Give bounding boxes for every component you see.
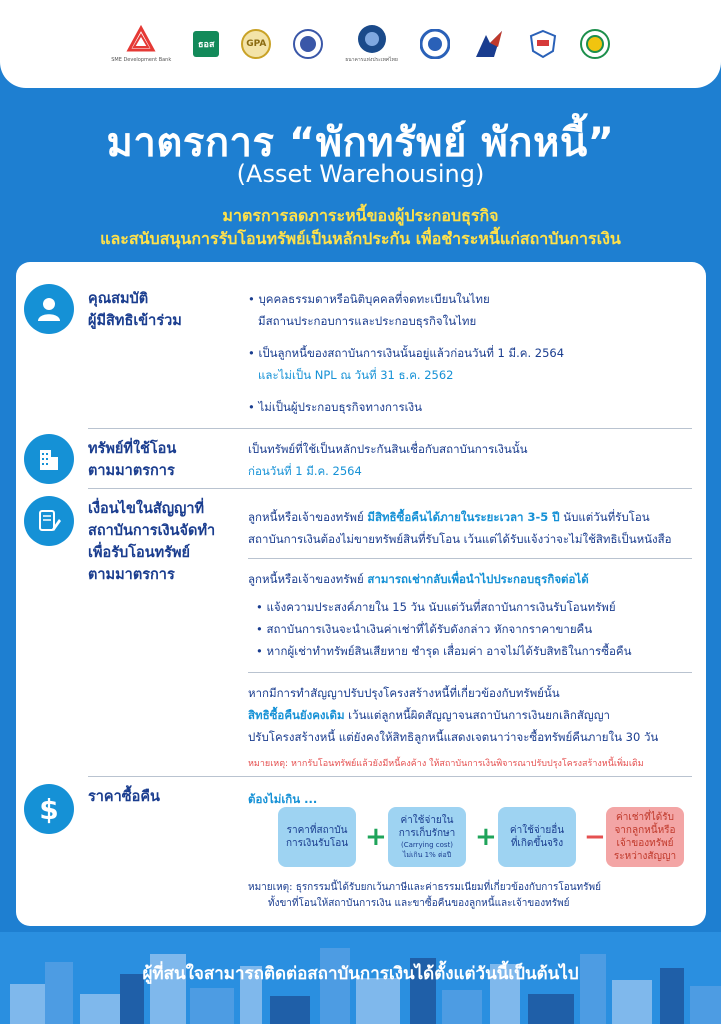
divider <box>88 428 692 429</box>
gsb-seal-icon <box>420 29 450 59</box>
box-transfer-price: ราคาที่สถาบัน การเงินรับโอน <box>278 807 356 867</box>
contract-icon <box>24 496 74 546</box>
logo-tba <box>472 27 506 61</box>
logo-baac <box>528 29 558 59</box>
logo-krungthai <box>293 29 323 59</box>
seal-icon <box>293 29 323 59</box>
divider <box>88 488 692 489</box>
conditions-p2-bullet-2: • สถาบันการเงินจะนำเงินค่าเช่าที่ได้รับดังกล่าว หักจากราคาขายคืน <box>256 618 592 640</box>
divider <box>88 776 692 777</box>
conditions-p3-line3: ปรับโครงสร้างหนี้ แต่ยังคงให้สิทธิลูกหนี้แสดงเจตนาว่าจะซื้อทรัพย์คืนภายใน 30 วัน <box>248 730 659 744</box>
logo-gpa: GPA <box>241 29 271 59</box>
plus-icon: + <box>365 822 387 852</box>
box-other-cost: ค่าใช้จ่ายอื่น ที่เกิดขึ้นจริง <box>498 807 576 867</box>
bot-seal-icon <box>357 24 387 54</box>
qualify-bullet-3: • ไม่เป็นผู้ประกอบธุรกิจทางการเงิน <box>248 396 422 418</box>
asset-text-2: ก่อนวันที่ 1 มี.ค. 2564 <box>248 464 362 478</box>
asset-text-1: เป็นทรัพย์ที่ใช้เป็นหลักประกันสินเชื่อกับสถาบันการเงินนั้น <box>248 442 528 456</box>
box-rent-received: ค่าเช่าที่ได้รับ จากลูกหนี้หรือ เจ้าของทรัพย์ ระหว่างสัญญา <box>606 807 684 867</box>
minus-icon: − <box>584 822 606 852</box>
logo-exim <box>580 29 610 59</box>
exim-seal-icon <box>580 29 610 59</box>
logo-bar <box>0 0 721 88</box>
qualify-bullet-1: • บุคคลธรรมดาหรือนิติบุคคลที่จดทะเบียนในไทย <box>248 288 490 310</box>
asset-title: ทรัพย์ที่ใช้โอน ตามมาตรการ <box>88 441 177 479</box>
conditions-p2-bullet-1: • แจ้งความประสงค์ภายใน 15 วัน นับแต่วันที่สถาบันการเงินรับโอนทรัพย์ <box>256 596 616 618</box>
qualify-bullet-2: • เป็นลูกหนี้ของสถาบันการเงินนั้นอยู่แล้วก่อนวันที่ 1 มี.ค. 2564 <box>248 342 564 364</box>
info-card <box>16 262 706 926</box>
conditions-title: เงื่อนไขในสัญญาที่ สถาบันการเงินจัดทำ เพื่อรับโอนทรัพย์ ตามมาตรการ <box>88 501 216 583</box>
footer <box>0 932 721 1024</box>
conditions-p2-bullet-3: • หากผู้เช่าทำทรัพย์สินเสียหาย ชำรุด เสื่อมค่า อาจไม่ได้รับสิทธิในการซื้อคืน <box>256 640 631 662</box>
page-title: มาตรการ “พักทรัพย์ พักหนี้” <box>106 120 615 166</box>
logo-ghb: ธอส <box>193 31 219 57</box>
person-icon <box>24 284 74 334</box>
qualify-bullet-1-cont: มีสถานประกอบการและประกอบธุรกิจในไทย <box>258 314 477 328</box>
page-subtitle: (Asset Warehousing) <box>236 160 485 188</box>
smebank-logo-icon <box>126 25 156 55</box>
conditions-p1-line1: ลูกหนี้หรือเจ้าของทรัพย์ มีสิทธิซื้อคืนได้ภายในระยะเวลา 3-5 ปี นับแต่วันที่รับโอน <box>248 510 650 524</box>
divider <box>248 672 692 673</box>
box-carrying-cost: ค่าใช้จ่ายใน การเก็บรักษา (Carrying cost) ไม่เกิน 1% ต่อปี <box>388 807 466 867</box>
price-limit: ต้องไม่เกิน ... <box>248 792 318 806</box>
footer-text: ผู้ที่สนใจสามารถติดต่อสถาบันการเงินได้ตั้งแต่วันนี้เป็นต้นไป <box>142 964 579 984</box>
building-icon <box>24 434 74 484</box>
price-note-2: ทั้งขาที่โอนให้สถาบันการเงิน และขาซื้อคืนของลูกหนี้และเจ้าของทรัพย์ <box>268 898 570 909</box>
qualify-title: คุณสมบัติ ผู้มีสิทธิเข้าร่วม <box>88 291 182 329</box>
price-title: ราคาซื้อคืน <box>88 789 160 805</box>
conditions-p1-line2: สถาบันการเงินต้องไม่ขายทรัพย์สินที่รับโอน เว้นแต่ได้รับแจ้งว่าจะไม่ใช้สิทธิเป็นหนังสือ <box>248 532 672 546</box>
conditions-p3-line2: สิทธิซื้อคืนยังคงเดิม เว้นแต่ลูกหนี้ผิดสัญญาจนสถาบันการเงินยกเลิกสัญญา <box>248 708 610 722</box>
qualify-bullet-2-cont: และไม่เป็น NPL ณ วันที่ 31 ธ.ค. 2562 <box>258 368 454 382</box>
price-note-1: หมายเหตุ: ธุรกรรมนี้ได้รับยกเว้นภาษีและค่าธรรมเนียมที่เกี่ยวข้องกับการโอนทรัพย์ <box>248 882 601 893</box>
conditions-p2-title: ลูกหนี้หรือเจ้าของทรัพย์ สามารถเช่ากลับเพื่อนำไปประกอบธุรกิจต่อได้ <box>248 572 589 586</box>
logo-gsb <box>420 29 450 59</box>
tagline: มาตรการลดภาระหนี้ของผู้ประกอบธุรกิจ และสนับสนุนการรับโอนทรัพย์เป็นหลักประกัน เพื่อชำระหนี้แก่สถาบันการเงิน <box>100 206 621 248</box>
divider <box>248 558 692 559</box>
dollar-icon: $ <box>24 784 74 834</box>
logo-smebank: SME Development Bank <box>111 25 171 63</box>
conditions-p3-line1: หากมีการทำสัญญาปรับปรุงโครงสร้างหนี้ที่เกี่ยวข้องกับทรัพย์นั้น <box>248 686 560 700</box>
tba-emblem-icon <box>472 27 506 61</box>
plus-icon: + <box>475 822 497 852</box>
shield-icon <box>528 29 558 59</box>
conditions-note: หมายเหตุ: หากรับโอนทรัพย์แล้วยังมีหนี้คงค้าง ให้สถาบันการเงินพิจารณาปรับปรุงโครงสร้างหนี้เพิ่มเติม <box>248 759 644 769</box>
logo-bot: ธนาคารแห่งประเทศไทย <box>345 24 398 64</box>
